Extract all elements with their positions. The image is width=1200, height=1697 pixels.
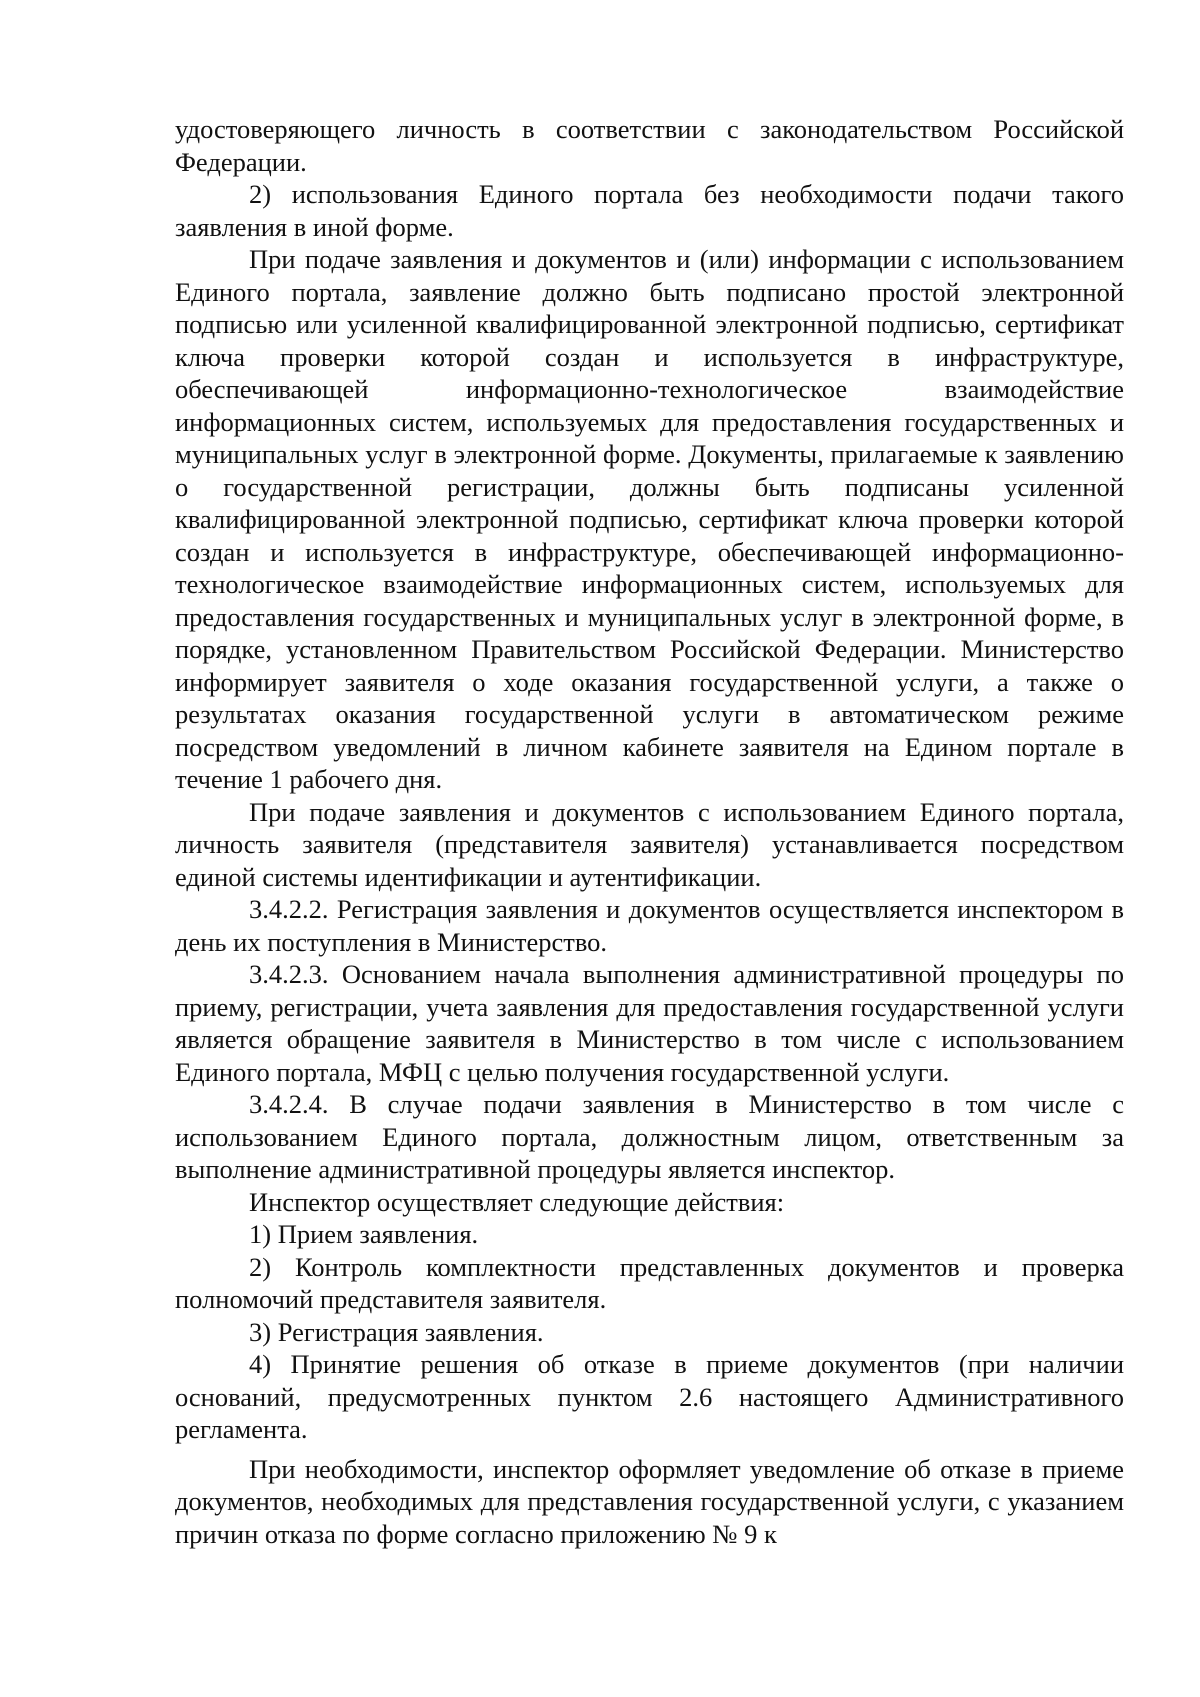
paragraph-11: 3) Регистрация заявления. [249,1316,544,1347]
paragraph-9: 1) Прием заявления. [249,1219,479,1249]
paragraph-4: При подаче заявления и документов с использованием Единого портала, личность заявителя (представителя заявителя) устанавливается посредством единой системы идентификации и аутентификации. [175,796,1124,892]
paragraph-3: При подаче заявления и документов и (или) информации с использованием Единого портала, заявление должно быть подписано простой электронной подписью или усиленной квалифицированной электронной подписью, сертификат ключа проверки которой создан и используется в инфраструктуре, обеспечивающей информационно-технологическое взаимодействие информационных систем, используемых для предоставления государственных и муниципальных услуг в электронной форме. Документы, прилагаемые к заявлению о государственной регистрации, должны быть подписаны усиленной квалифицированной электронной подписью, сертификат ключа проверки которой создан и используется в инфраструктуре, обеспечивающей информационно-технологическое взаимодействие информационных систем, используемых для предоставления государственных и муниципальных услуг в электронной форме, в порядке, установленном Правительством Российской Федерации. Министерство информирует заявителя о ходе оказания государственной услуги, а также о результатах оказания государственной услуги в автоматическом режиме посредством уведомлений в личном кабинете заявителя на Едином портале в течение 1 рабочего дня. [175,244,1124,794]
paragraph-13: При необходимости, инспектор оформляет уведомление об отказе в приеме документов, необходимых для представления государственной услуги, с указанием причин отказа по форме согласно приложению № 9 к [175,1453,1124,1549]
paragraph-2: 2) использования Единого портала без необходимости подачи такого заявления в иной форме. [175,179,1124,242]
document-page [175,113,1124,1550]
paragraph-10: 2) Контроль комплектности представленных документов и проверка полномочий представителя заявителя. [175,1251,1124,1314]
paragraph-1: удостоверяющего личность в соответствии с законодательством Российской Федерации. [175,114,1124,177]
paragraph-8: Инспектор осуществляет следующие действия: [249,1186,785,1217]
paragraph-5: 3.4.2.2. Регистрация заявления и документов осуществляется инспектором в день их поступления в Министерство. [175,894,1124,957]
paragraph-6: 3.4.2.3. Основанием начала выполнения административной процедуры по приему, регистрации, учета заявления для предоставления государственной услуги является обращение заявителя в Министерство в том числе с использованием Единого портала, МФЦ с целью получения государственной услуги. [175,959,1124,1087]
paragraph-12: 4) Принятие решения об отказе в приеме документов (при наличии оснований, предусмотренных пунктом 2.6 настоящего Административного регламента. [175,1349,1124,1444]
paragraph-7: 3.4.2.4. В случае подачи заявления в Министерство в том числе с использованием Единого портала, должностным лицом, ответственным за выполнение административной процедуры является инспектор. [175,1089,1124,1184]
